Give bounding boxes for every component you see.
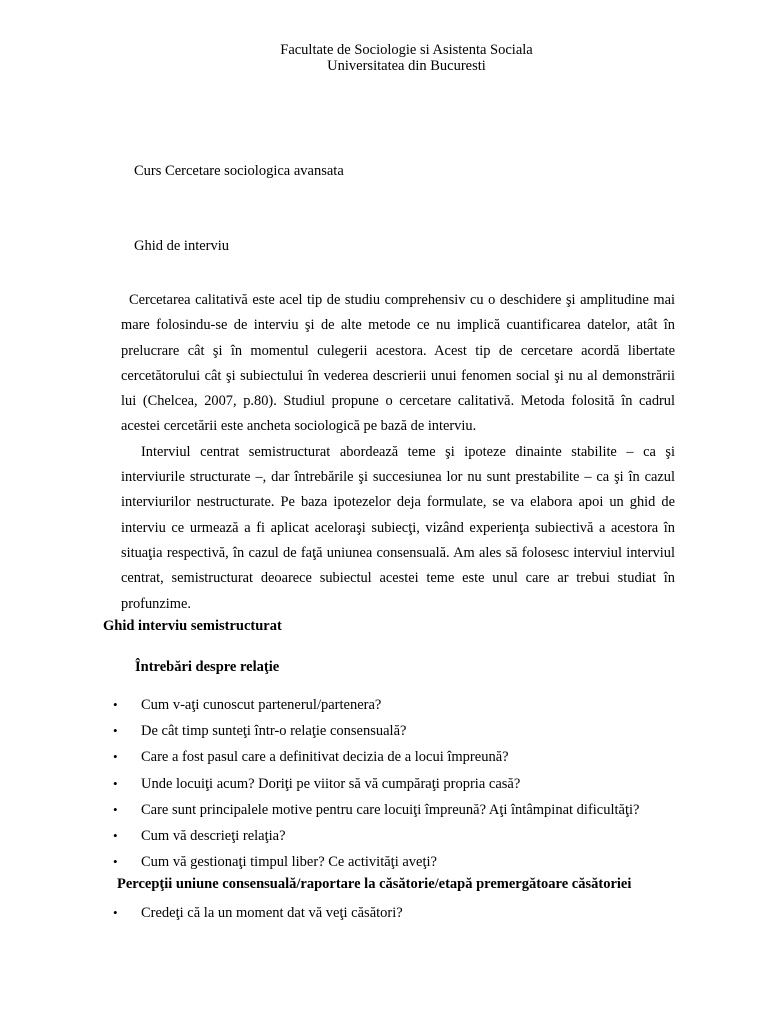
question-text: Cum vă gestionaţi timpul liber? Ce activităţi aveţi? — [141, 854, 437, 871]
list-item — [113, 744, 639, 770]
relationship-questions-list — [113, 692, 639, 875]
perception-questions-title: Percepţii uniune consensuală/raportare la căsătorie/etapă premergătoare căsătoriei — [117, 876, 632, 892]
relationship-questions-title: Întrebări despre relaţie — [135, 659, 280, 675]
list-item — [113, 849, 639, 875]
bullet-icon: • — [113, 697, 118, 712]
university-name: Universitatea din Bucuresti — [327, 58, 486, 74]
document-header — [0, 42, 768, 74]
question-text: Cum v-aţi cunoscut partenerul/partenera? — [141, 697, 382, 713]
question-text: Unde locuiţi acum? Doriţi pe viitor să vă cumpăraţi propria casă? — [141, 775, 521, 792]
list-item — [113, 797, 639, 823]
faculty-name: Facultate de Sociologie si Asistenta Sociala — [280, 42, 533, 58]
list-item — [113, 823, 639, 849]
bullet-icon: • — [113, 854, 118, 870]
question-text: Credeţi că la un moment dat vă veţi căsători? — [141, 905, 403, 921]
body-text — [121, 288, 675, 617]
list-item — [113, 900, 403, 926]
list-item — [113, 771, 639, 797]
bullet-icon: • — [113, 905, 118, 920]
list-item — [113, 718, 639, 744]
paragraph-2: Interviul centrat semistructurat abordează teme şi ipoteze dinainte stabilite – ca şi interviurile structurate –, dar întrebările şi succesiunea lor nu sunt prestabilite – ca şi în cazul interviurilor nestructurate. Pe baza ipotezelor deja formulate, se va elabora apoi un ghid de interviu ce urmează a fi aplicat aceloraşi subiecţi, vizând experienţa subiectivă a acestora în situaţia respectivă, în cazul de faţă uniunea consensuală. Am ales să folosesc interviul interviul centrat, semistructurat deoarece subiectul acestei teme este unul care ar trebui studiat în profunzime. — [121, 443, 675, 612]
guide-title: Ghid de interviu — [134, 238, 230, 254]
course-title: Curs Cercetare sociologica avansata — [134, 163, 344, 179]
question-text: Care a fost pasul care a definitivat decizia de a locui împreună? — [141, 749, 509, 766]
bullet-icon: • — [113, 723, 118, 739]
section-title: Ghid interviu semistructurat — [103, 618, 282, 634]
bullet-icon: • — [113, 801, 118, 817]
question-text: De cât timp sunteţi într-o relaţie consensuală? — [141, 723, 407, 740]
question-text: Cum vă descrieţi relaţia? — [141, 828, 286, 845]
paragraph-1: Cercetarea calitativă este acel tip de studiu comprehensiv cu o deschidere şi amplitudine mai mare folosindu-se de interviu şi de alte metode ce nu implică cuantificarea datelor, atât în prelucrare cât şi în momentul culegerii acestora. Acest tip de cercetare acordă libertate cercetătorului cât şi subiectului în vederea descrierii unui fenomen social şi nu al demonstrării lui (Chelcea, 2007, p.80). Studiul propune o cercetare calitativă. Metoda folosită în cadrul acestei cercetării este ancheta sociologică pe bază de interviu. — [121, 292, 675, 435]
bullet-icon: • — [113, 775, 118, 791]
list-item — [113, 692, 639, 718]
question-text: Care sunt principalele motive pentru care locuiţi împreună? Aţi întâmpinat dificultăţi? — [141, 801, 640, 818]
bullet-icon: • — [113, 749, 118, 765]
perception-questions-list — [113, 900, 403, 926]
bullet-icon: • — [113, 828, 118, 844]
